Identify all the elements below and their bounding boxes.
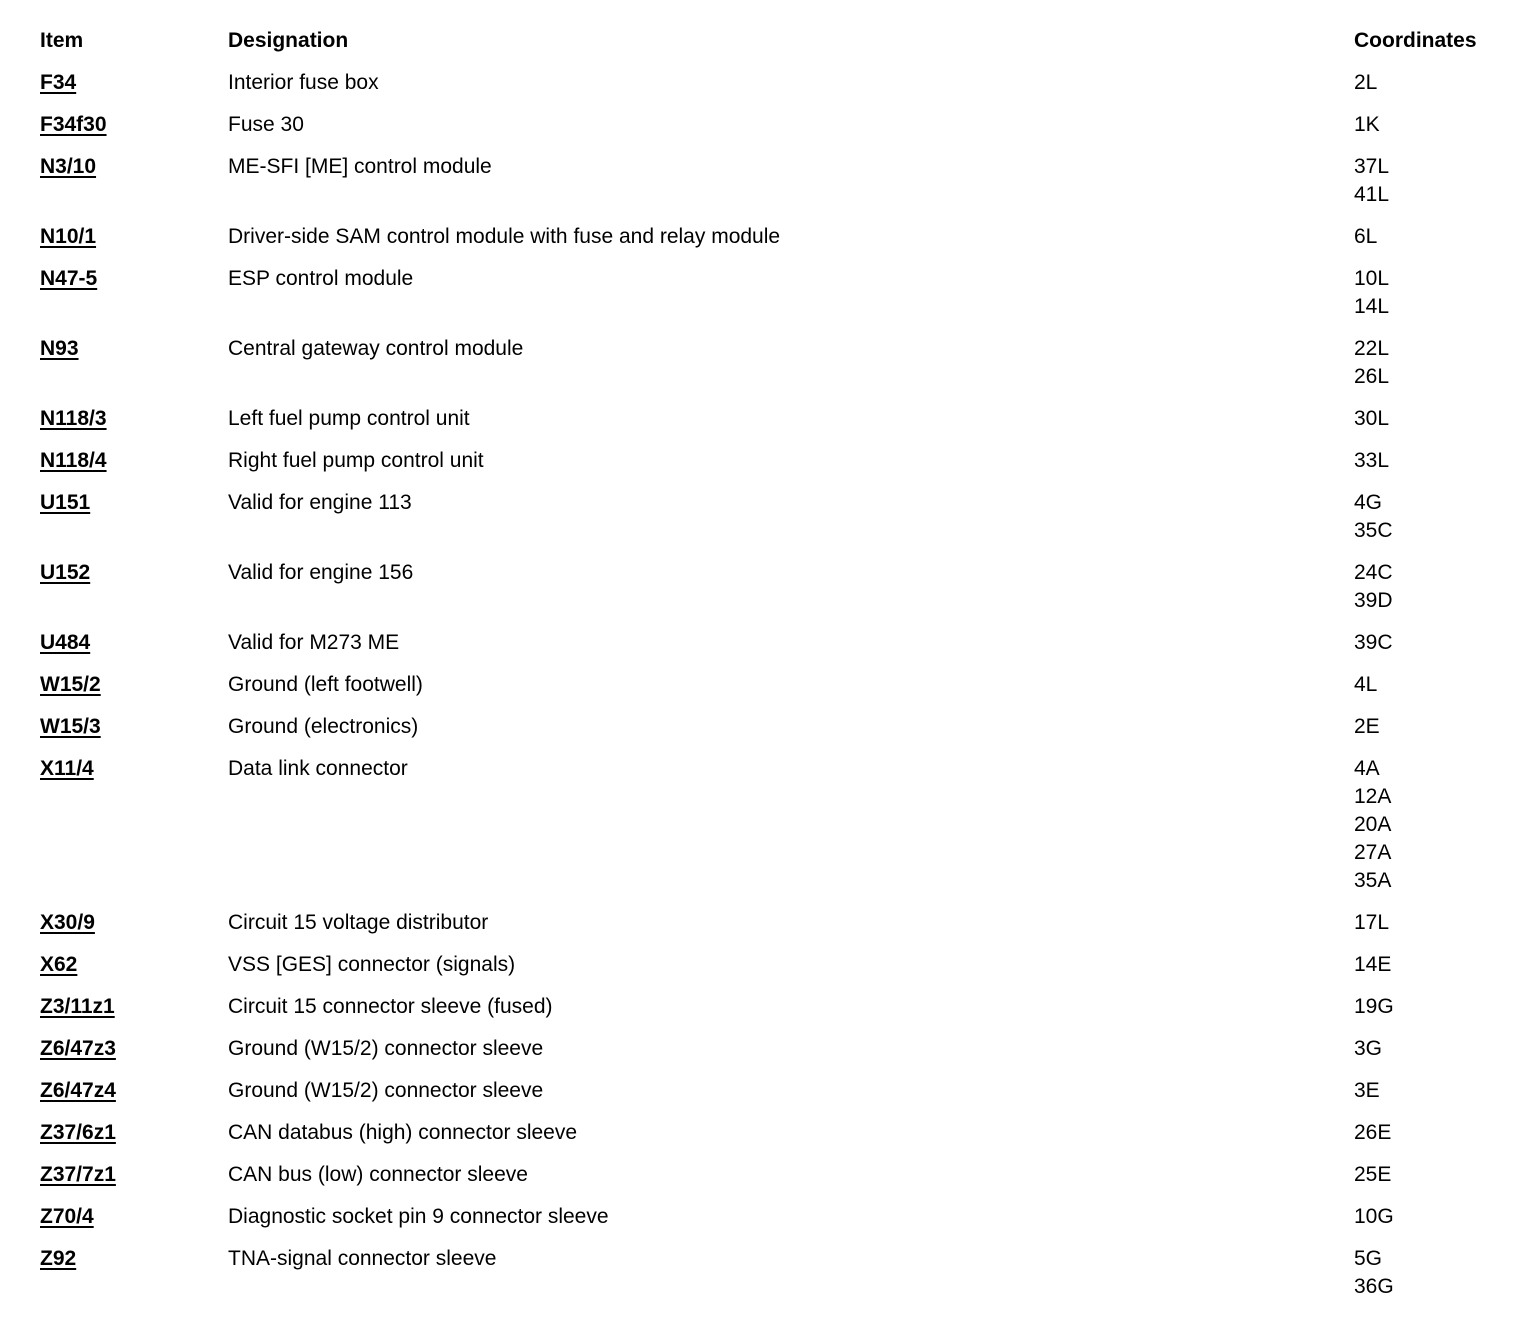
- coordinates-cell: [1354, 69, 1536, 97]
- coordinates-cell: [1354, 1245, 1536, 1301]
- designation-text: Ground (electronics): [228, 715, 419, 738]
- coordinates-cell: [1354, 447, 1536, 475]
- designation-text: Ground (W15/2) connector sleeve: [228, 1037, 544, 1060]
- table-row: [40, 489, 1536, 545]
- coordinate-value: 6L: [1354, 225, 1378, 248]
- designation-text: Valid for engine 156: [228, 561, 414, 584]
- item-code-link[interactable]: U152: [40, 561, 91, 584]
- coordinates-cell: [1354, 993, 1536, 1021]
- coordinate-value: 1K: [1354, 113, 1380, 136]
- coordinate-value: 2E: [1354, 715, 1380, 738]
- table-row: [40, 993, 1536, 1021]
- table-row: [40, 951, 1536, 979]
- item-code-link[interactable]: F34f30: [40, 113, 107, 136]
- designation-text: Ground (left footwell): [228, 673, 423, 696]
- designation-text: Driver-side SAM control module with fuse and relay module: [228, 225, 781, 248]
- column-header-designation: Designation: [228, 29, 349, 52]
- coordinate-value: 10G: [1354, 1205, 1394, 1228]
- coordinate-value: 4L: [1354, 673, 1378, 696]
- item-code-link[interactable]: W15/2: [40, 673, 101, 696]
- coordinate-value: 4A: [1354, 757, 1380, 780]
- item-code-link[interactable]: Z6/47z4: [40, 1079, 116, 1102]
- coordinates-cell: [1354, 1203, 1536, 1231]
- coordinate-value: 35C: [1354, 519, 1393, 542]
- item-code-link[interactable]: N47-5: [40, 267, 98, 290]
- coordinate-value: 39C: [1354, 631, 1393, 654]
- table-row: [40, 1203, 1536, 1231]
- table-row: [40, 1077, 1536, 1105]
- coordinate-value: 14E: [1354, 953, 1392, 976]
- coordinate-value: 14L: [1354, 295, 1390, 318]
- designation-text: Ground (W15/2) connector sleeve: [228, 1079, 544, 1102]
- coordinate-value: 24C: [1354, 561, 1393, 584]
- coordinates-cell: [1354, 559, 1536, 615]
- designation-text: Valid for M273 ME: [228, 631, 400, 654]
- coordinates-cell: [1354, 713, 1536, 741]
- designation-text: Valid for engine 113: [228, 491, 412, 514]
- item-code-link[interactable]: Z70/4: [40, 1205, 94, 1228]
- table-row: [40, 69, 1536, 97]
- column-header-coordinates: Coordinates: [1354, 29, 1477, 52]
- designation-text: Left fuel pump control unit: [228, 407, 470, 430]
- coordinate-value: 3G: [1354, 1037, 1383, 1060]
- table-row: [40, 447, 1536, 475]
- item-code-link[interactable]: X11/4: [40, 757, 94, 780]
- designation-text: Data link connector: [228, 757, 408, 780]
- table-row: [40, 559, 1536, 615]
- coordinate-value: 5G: [1354, 1247, 1383, 1270]
- item-code-link[interactable]: Z37/7z1: [40, 1163, 116, 1186]
- designation-text: CAN databus (high) connector sleeve: [228, 1121, 578, 1144]
- table-row: [40, 755, 1536, 895]
- table-row: [40, 1035, 1536, 1063]
- coordinates-cell: [1354, 265, 1536, 321]
- coordinate-value: 22L: [1354, 337, 1390, 360]
- designation-text: Circuit 15 voltage distributor: [228, 911, 489, 934]
- coordinate-value: 2L: [1354, 71, 1378, 94]
- coordinates-cell: [1354, 489, 1536, 545]
- coordinate-value: 26E: [1354, 1121, 1392, 1144]
- coordinates-cell: [1354, 909, 1536, 937]
- coordinates-cell: [1354, 405, 1536, 433]
- item-code-link[interactable]: X30/9: [40, 911, 95, 934]
- designation-text: ESP control module: [228, 267, 414, 290]
- coordinate-value: 3E: [1354, 1079, 1380, 1102]
- coordinates-cell: [1354, 223, 1536, 251]
- item-code-link[interactable]: N10/1: [40, 225, 97, 248]
- table-row: [40, 1119, 1536, 1147]
- item-code-link[interactable]: U151: [40, 491, 91, 514]
- coordinates-cell: [1354, 951, 1536, 979]
- table-row: [40, 223, 1536, 251]
- coordinates-cell: [1354, 335, 1536, 391]
- coordinate-value: 19G: [1354, 995, 1394, 1018]
- item-code-link[interactable]: N3/10: [40, 155, 97, 178]
- designation-text: TNA-signal connector sleeve: [228, 1247, 497, 1270]
- coordinate-value: 33L: [1354, 449, 1390, 472]
- coordinate-value: 27A: [1354, 841, 1392, 864]
- table-body: [40, 69, 1536, 1301]
- designation-text: Interior fuse box: [228, 71, 379, 94]
- coordinate-value: 37L: [1354, 155, 1390, 178]
- designation-text: ME-SFI [ME] control module: [228, 155, 492, 178]
- table-row: [40, 111, 1536, 139]
- item-code-link[interactable]: Z92: [40, 1247, 77, 1270]
- coordinate-value: 36G: [1354, 1275, 1394, 1298]
- coordinates-cell: [1354, 1119, 1536, 1147]
- coordinates-cell: [1354, 153, 1536, 209]
- table-row: [40, 335, 1536, 391]
- coordinate-value: 26L: [1354, 365, 1390, 388]
- designation-text: CAN bus (low) connector sleeve: [228, 1163, 528, 1186]
- item-code-link[interactable]: Z3/11z1: [40, 995, 115, 1018]
- item-code-link[interactable]: W15/3: [40, 715, 101, 738]
- table-row: [40, 909, 1536, 937]
- coordinate-value: 39D: [1354, 589, 1393, 612]
- coordinates-cell: [1354, 671, 1536, 699]
- coordinate-value: 35A: [1354, 869, 1392, 892]
- coordinate-value: 20A: [1354, 813, 1392, 836]
- coordinates-cell: [1354, 755, 1536, 895]
- item-code-link[interactable]: U484: [40, 631, 91, 654]
- item-code-link[interactable]: N118/4: [40, 449, 107, 472]
- coordinates-cell: [1354, 1161, 1536, 1189]
- coordinate-value: 12A: [1354, 785, 1392, 808]
- item-code-link[interactable]: N93: [40, 337, 79, 360]
- coordinate-value: 10L: [1354, 267, 1390, 290]
- item-code-link[interactable]: N118/3: [40, 407, 107, 430]
- designation-text: VSS [GES] connector (signals): [228, 953, 516, 976]
- coordinates-cell: [1354, 111, 1536, 139]
- item-code-link[interactable]: Z6/47z3: [40, 1037, 116, 1060]
- table-row: [40, 1161, 1536, 1189]
- coordinates-cell: [1354, 629, 1536, 657]
- column-header-item: Item: [40, 29, 84, 52]
- item-code-link[interactable]: X62: [40, 953, 78, 976]
- designation-text: Fuse 30: [228, 113, 304, 136]
- table-row: [40, 405, 1536, 433]
- table-row: [40, 153, 1536, 209]
- item-code-link[interactable]: Z37/6z1: [40, 1121, 116, 1144]
- designation-text: Central gateway control module: [228, 337, 524, 360]
- designation-text: Diagnostic socket pin 9 connector sleeve: [228, 1205, 609, 1228]
- coordinates-cell: [1354, 1077, 1536, 1105]
- coordinate-value: 41L: [1354, 183, 1390, 206]
- table-row: [40, 1245, 1536, 1301]
- coordinate-value: 25E: [1354, 1163, 1392, 1186]
- designation-text: Right fuel pump control unit: [228, 449, 484, 472]
- coordinate-value: 30L: [1354, 407, 1390, 430]
- table-header-row: [40, 27, 1536, 55]
- designation-text: Circuit 15 connector sleeve (fused): [228, 995, 553, 1018]
- table-row: [40, 629, 1536, 657]
- table-row: [40, 671, 1536, 699]
- table-row: [40, 713, 1536, 741]
- coordinate-value: 17L: [1354, 911, 1390, 934]
- table-row: [40, 265, 1536, 321]
- coordinates-cell: [1354, 1035, 1536, 1063]
- item-code-link[interactable]: F34: [40, 71, 77, 94]
- coordinate-value: 4G: [1354, 491, 1383, 514]
